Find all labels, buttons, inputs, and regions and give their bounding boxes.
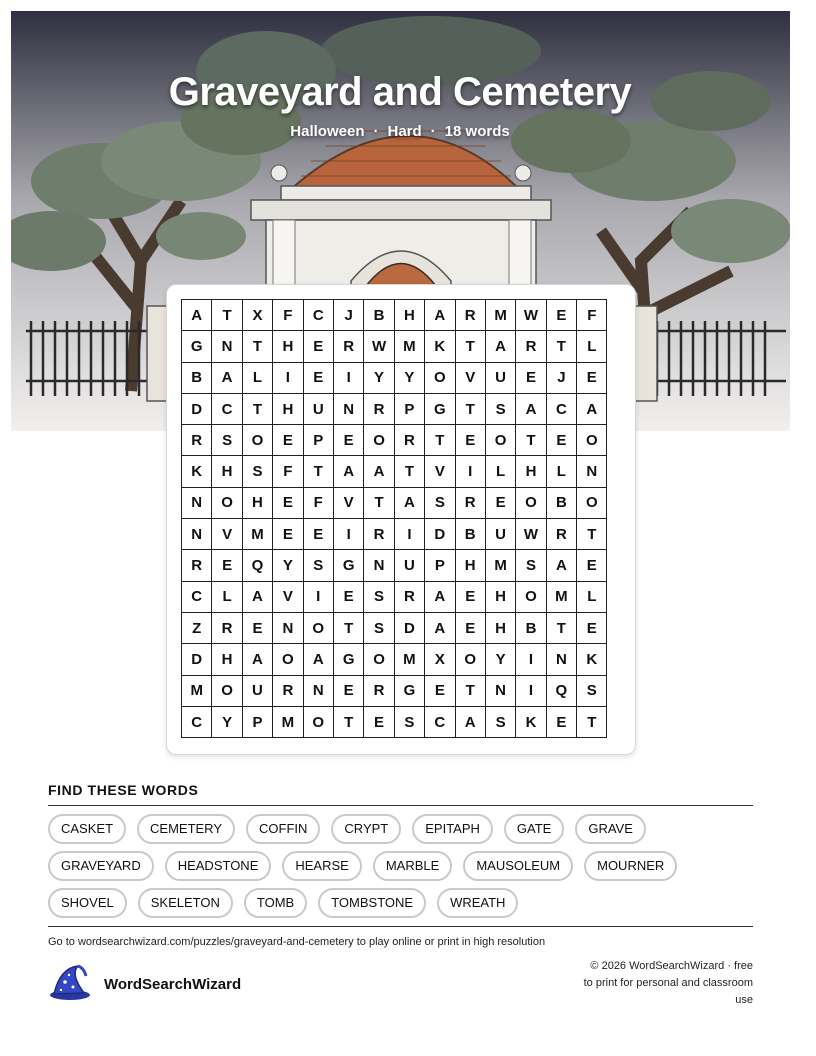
page-title: Graveyard and Cemetery bbox=[168, 70, 632, 114]
grid-cell[interactable]: F bbox=[304, 488, 334, 519]
grid-cell[interactable]: N bbox=[212, 331, 242, 362]
grid-cell[interactable]: T bbox=[334, 613, 364, 644]
grid-cell[interactable]: Q bbox=[243, 550, 273, 581]
word-pill: MARBLE bbox=[373, 851, 452, 881]
word-pill: TOMBSTONE bbox=[318, 888, 426, 918]
grid-cell[interactable]: O bbox=[304, 613, 334, 644]
grid-cell[interactable]: O bbox=[486, 425, 516, 456]
word-pill: CRYPT bbox=[331, 814, 401, 844]
word-pill: TOMB bbox=[244, 888, 307, 918]
grid-cell[interactable]: P bbox=[425, 550, 455, 581]
grid-cell[interactable]: M bbox=[395, 644, 425, 675]
difficulty-label: Hard bbox=[387, 123, 422, 140]
word-list-heading: FIND THESE WORDS bbox=[48, 782, 199, 798]
grid-cell[interactable]: B bbox=[182, 363, 212, 394]
grid-cell[interactable]: C bbox=[425, 707, 455, 738]
grid-cell[interactable]: T bbox=[456, 331, 486, 362]
grid-cell[interactable]: R bbox=[456, 488, 486, 519]
copyright-note: © 2026 WordSearchWizard · free to print for personal and classroom use bbox=[583, 960, 753, 1006]
grid-cell[interactable]: Y bbox=[486, 644, 516, 675]
grid-cell[interactable]: N bbox=[182, 519, 212, 550]
grid-cell[interactable]: A bbox=[425, 300, 455, 331]
grid-cell[interactable]: T bbox=[516, 425, 546, 456]
grid-cell[interactable]: P bbox=[243, 707, 273, 738]
word-pill: GRAVE bbox=[575, 814, 646, 844]
grid-cell[interactable]: C bbox=[212, 394, 242, 425]
grid-cell[interactable]: N bbox=[547, 644, 577, 675]
grid-cell[interactable]: T bbox=[395, 456, 425, 487]
word-pill: CEMETERY bbox=[137, 814, 235, 844]
grid-cell[interactable]: R bbox=[364, 676, 394, 707]
grid-cell[interactable]: E bbox=[212, 550, 242, 581]
grid-cell[interactable]: V bbox=[273, 582, 303, 613]
grid-cell[interactable]: M bbox=[182, 676, 212, 707]
grid-cell[interactable]: A bbox=[243, 644, 273, 675]
grid-cell[interactable]: K bbox=[577, 644, 607, 675]
grid-cell[interactable]: O bbox=[577, 488, 607, 519]
grid-cell[interactable]: E bbox=[486, 488, 516, 519]
grid-cell[interactable]: J bbox=[547, 363, 577, 394]
grid-cell[interactable]: I bbox=[395, 519, 425, 550]
grid-cell[interactable]: E bbox=[364, 707, 394, 738]
grid-cell[interactable]: V bbox=[425, 456, 455, 487]
grid-cell[interactable]: L bbox=[577, 582, 607, 613]
grid-cell[interactable]: E bbox=[334, 425, 364, 456]
grid-cell[interactable]: O bbox=[577, 425, 607, 456]
grid-cell[interactable]: B bbox=[364, 300, 394, 331]
grid-cell[interactable]: L bbox=[212, 582, 242, 613]
grid-cell[interactable]: R bbox=[547, 519, 577, 550]
grid-cell[interactable]: H bbox=[516, 456, 546, 487]
grid-cell[interactable]: P bbox=[395, 394, 425, 425]
grid-cell[interactable]: F bbox=[577, 300, 607, 331]
grid-cell[interactable]: G bbox=[395, 676, 425, 707]
grid-cell[interactable]: A bbox=[243, 582, 273, 613]
grid-cell[interactable]: G bbox=[334, 550, 364, 581]
grid-cell[interactable]: I bbox=[516, 644, 546, 675]
grid-cell[interactable]: O bbox=[304, 707, 334, 738]
grid-cell[interactable]: E bbox=[334, 582, 364, 613]
grid-cell[interactable]: S bbox=[425, 488, 455, 519]
grid-cell[interactable]: H bbox=[212, 644, 242, 675]
word-pill: HEADSTONE bbox=[165, 851, 272, 881]
grid-cell[interactable]: E bbox=[577, 363, 607, 394]
grid-cell[interactable]: R bbox=[212, 613, 242, 644]
grid-cell[interactable]: S bbox=[577, 676, 607, 707]
grid-cell[interactable]: A bbox=[425, 613, 455, 644]
grid-cell[interactable]: S bbox=[516, 550, 546, 581]
grid-cell[interactable]: L bbox=[243, 363, 273, 394]
grid-cell[interactable]: L bbox=[577, 331, 607, 362]
grid-cell[interactable]: L bbox=[486, 456, 516, 487]
grid-cell[interactable]: O bbox=[516, 582, 546, 613]
grid-cell[interactable]: E bbox=[577, 550, 607, 581]
grid-cell[interactable]: E bbox=[425, 676, 455, 707]
grid-cell[interactable]: A bbox=[547, 550, 577, 581]
grid-cell[interactable]: M bbox=[486, 550, 516, 581]
grid-cell[interactable]: R bbox=[334, 331, 364, 362]
grid-cell[interactable]: U bbox=[486, 519, 516, 550]
grid-cell[interactable]: H bbox=[212, 456, 242, 487]
grid-cell[interactable]: A bbox=[486, 331, 516, 362]
grid-cell[interactable]: X bbox=[243, 300, 273, 331]
grid-cell[interactable]: R bbox=[182, 550, 212, 581]
grid-cell[interactable]: A bbox=[577, 394, 607, 425]
grid-cell[interactable]: C bbox=[182, 707, 212, 738]
grid-cell[interactable]: A bbox=[364, 456, 394, 487]
grid-cell[interactable]: T bbox=[212, 300, 242, 331]
grid-cell[interactable]: O bbox=[516, 488, 546, 519]
grid-cell[interactable]: U bbox=[243, 676, 273, 707]
grid-cell[interactable]: D bbox=[425, 519, 455, 550]
grid-cell[interactable]: M bbox=[486, 300, 516, 331]
grid-cell[interactable]: O bbox=[364, 425, 394, 456]
grid-cell[interactable]: A bbox=[334, 456, 364, 487]
grid-cell[interactable]: C bbox=[182, 582, 212, 613]
grid-cell[interactable]: H bbox=[273, 331, 303, 362]
grid-cell[interactable]: H bbox=[456, 550, 486, 581]
grid-cell[interactable]: W bbox=[364, 331, 394, 362]
grid-cell[interactable]: Q bbox=[547, 676, 577, 707]
grid-cell[interactable]: T bbox=[456, 394, 486, 425]
grid-cell[interactable]: E bbox=[334, 676, 364, 707]
grid-cell[interactable]: T bbox=[577, 519, 607, 550]
word-pill: WREATH bbox=[437, 888, 518, 918]
grid-cell[interactable]: E bbox=[456, 425, 486, 456]
word-pill: HEARSE bbox=[282, 851, 361, 881]
word-pill: SHOVEL bbox=[48, 888, 127, 918]
grid-cell[interactable]: Y bbox=[212, 707, 242, 738]
grid-cell[interactable]: E bbox=[243, 613, 273, 644]
grid-cell[interactable]: E bbox=[273, 488, 303, 519]
grid-cell[interactable]: E bbox=[304, 519, 334, 550]
grid-cell[interactable]: O bbox=[243, 425, 273, 456]
grid-cell[interactable]: E bbox=[456, 613, 486, 644]
grid-cell[interactable]: A bbox=[182, 300, 212, 331]
grid-cell[interactable]: R bbox=[273, 676, 303, 707]
puzzle-meta bbox=[0, 123, 800, 140]
grid-cell[interactable]: X bbox=[425, 644, 455, 675]
grid-cell[interactable]: S bbox=[243, 456, 273, 487]
word-pill: SKELETON bbox=[138, 888, 233, 918]
word-pill: GATE bbox=[504, 814, 564, 844]
grid-cell[interactable]: H bbox=[486, 613, 516, 644]
grid-cell[interactable]: E bbox=[547, 425, 577, 456]
grid-cell[interactable]: N bbox=[364, 550, 394, 581]
grid-cell[interactable]: A bbox=[516, 394, 546, 425]
grid-cell[interactable]: K bbox=[182, 456, 212, 487]
grid-cell[interactable]: S bbox=[486, 394, 516, 425]
grid-cell[interactable]: R bbox=[516, 331, 546, 362]
grid-cell[interactable]: E bbox=[273, 425, 303, 456]
grid-cell[interactable]: S bbox=[364, 613, 394, 644]
grid-cell[interactable]: B bbox=[547, 488, 577, 519]
word-pill: COFFIN bbox=[246, 814, 320, 844]
grid-cell[interactable]: M bbox=[395, 331, 425, 362]
grid-cell[interactable]: R bbox=[395, 582, 425, 613]
grid-cell[interactable]: O bbox=[456, 644, 486, 675]
grid-cell[interactable]: S bbox=[486, 707, 516, 738]
grid-cell[interactable]: I bbox=[273, 363, 303, 394]
separator-dot: · bbox=[430, 123, 436, 140]
grid-cell[interactable]: C bbox=[547, 394, 577, 425]
grid-cell[interactable]: F bbox=[273, 300, 303, 331]
grid-cell[interactable]: R bbox=[182, 425, 212, 456]
grid-cell[interactable]: N bbox=[273, 613, 303, 644]
grid-cell[interactable]: W bbox=[516, 300, 546, 331]
grid-cell[interactable]: V bbox=[456, 363, 486, 394]
grid-cell[interactable]: K bbox=[425, 331, 455, 362]
footer-url-note: Go to wordsearchwizard.com/puzzles/graveyard-and-cemetery to play online or print in high resolution bbox=[48, 936, 546, 948]
grid-cell[interactable]: D bbox=[182, 644, 212, 675]
grid-cell[interactable]: D bbox=[395, 613, 425, 644]
wizard-hat-icon bbox=[48, 962, 92, 1007]
word-pill: GRAVEYARD bbox=[48, 851, 154, 881]
grid-cell[interactable]: J bbox=[334, 300, 364, 331]
grid-cell[interactable]: S bbox=[304, 550, 334, 581]
grid-cell[interactable]: T bbox=[334, 707, 364, 738]
grid-cell[interactable]: V bbox=[212, 519, 242, 550]
grid-cell[interactable]: Y bbox=[395, 363, 425, 394]
grid-cell[interactable]: B bbox=[516, 613, 546, 644]
grid-cell[interactable]: D bbox=[182, 394, 212, 425]
grid-cell[interactable]: E bbox=[304, 363, 334, 394]
grid-cell[interactable]: Z bbox=[182, 613, 212, 644]
grid-cell[interactable]: T bbox=[547, 331, 577, 362]
grid-cell[interactable]: E bbox=[547, 707, 577, 738]
grid-cell[interactable]: N bbox=[334, 394, 364, 425]
grid-cell[interactable]: M bbox=[273, 707, 303, 738]
grid-cell[interactable]: N bbox=[182, 488, 212, 519]
grid-cell[interactable]: N bbox=[486, 676, 516, 707]
grid-cell[interactable]: E bbox=[516, 363, 546, 394]
grid-cell[interactable]: G bbox=[334, 644, 364, 675]
grid-cell[interactable]: S bbox=[364, 582, 394, 613]
grid-cell[interactable]: O bbox=[425, 363, 455, 394]
grid-cell[interactable]: M bbox=[243, 519, 273, 550]
grid-cell[interactable]: R bbox=[364, 394, 394, 425]
grid-cell[interactable]: U bbox=[395, 550, 425, 581]
word-list bbox=[48, 814, 758, 918]
grid-cell[interactable]: E bbox=[456, 582, 486, 613]
word-pill: EPITAPH bbox=[412, 814, 493, 844]
grid-cell[interactable]: T bbox=[577, 707, 607, 738]
grid-cell[interactable]: T bbox=[304, 456, 334, 487]
grid-cell[interactable]: N bbox=[304, 676, 334, 707]
grid-cell[interactable]: H bbox=[395, 300, 425, 331]
brand bbox=[48, 962, 241, 1007]
grid-cell[interactable]: Y bbox=[273, 550, 303, 581]
grid-cell[interactable]: T bbox=[456, 676, 486, 707]
grid-cell[interactable]: K bbox=[516, 707, 546, 738]
grid-cell[interactable]: E bbox=[577, 613, 607, 644]
word-pill: MOURNER bbox=[584, 851, 677, 881]
grid-cell[interactable]: T bbox=[243, 394, 273, 425]
grid-cell[interactable]: H bbox=[273, 394, 303, 425]
grid-cell[interactable]: O bbox=[364, 644, 394, 675]
grid-cell[interactable]: V bbox=[334, 488, 364, 519]
grid-cell[interactable]: F bbox=[273, 456, 303, 487]
grid-cell[interactable]: S bbox=[395, 707, 425, 738]
category-label: Halloween bbox=[290, 123, 365, 140]
grid-cell[interactable]: U bbox=[486, 363, 516, 394]
grid-cell[interactable]: G bbox=[425, 394, 455, 425]
grid-cell[interactable]: L bbox=[547, 456, 577, 487]
grid-cell[interactable]: B bbox=[456, 519, 486, 550]
grid-cell[interactable]: A bbox=[456, 707, 486, 738]
divider bbox=[48, 805, 753, 806]
grid-cell[interactable]: H bbox=[243, 488, 273, 519]
grid-cell[interactable]: O bbox=[212, 676, 242, 707]
grid-cell[interactable]: I bbox=[304, 582, 334, 613]
grid-cell[interactable]: E bbox=[273, 519, 303, 550]
grid-cell[interactable]: C bbox=[304, 300, 334, 331]
grid-cell[interactable]: O bbox=[273, 644, 303, 675]
grid-cell[interactable]: R bbox=[456, 300, 486, 331]
puzzle-grid-card bbox=[166, 284, 636, 755]
grid-cell[interactable]: A bbox=[212, 363, 242, 394]
grid-cell[interactable]: E bbox=[304, 331, 334, 362]
grid-cell[interactable]: P bbox=[304, 425, 334, 456]
grid-cell[interactable]: T bbox=[547, 613, 577, 644]
grid-cell[interactable]: I bbox=[334, 363, 364, 394]
grid-cell[interactable]: R bbox=[364, 519, 394, 550]
word-pill: CASKET bbox=[48, 814, 126, 844]
grid-cell[interactable]: N bbox=[577, 456, 607, 487]
title-block bbox=[0, 70, 800, 140]
word-count-label: 18 words bbox=[444, 123, 510, 140]
grid-cell[interactable]: T bbox=[425, 425, 455, 456]
brand-name: WordSearchWizard bbox=[104, 976, 242, 993]
word-pill: MAUSOLEUM bbox=[463, 851, 573, 881]
grid-cell[interactable]: M bbox=[547, 582, 577, 613]
grid-cell[interactable]: T bbox=[243, 331, 273, 362]
grid-cell[interactable]: G bbox=[182, 331, 212, 362]
grid-cell[interactable]: O bbox=[212, 488, 242, 519]
divider bbox=[48, 926, 753, 927]
separator-dot: · bbox=[373, 123, 379, 140]
grid-cell[interactable]: I bbox=[516, 676, 546, 707]
grid-cell[interactable]: A bbox=[395, 488, 425, 519]
grid-cell[interactable]: T bbox=[364, 488, 394, 519]
grid-cell[interactable]: A bbox=[425, 582, 455, 613]
grid-cell[interactable]: H bbox=[486, 582, 516, 613]
grid-cell[interactable]: Y bbox=[364, 363, 394, 394]
grid-cell[interactable]: A bbox=[304, 644, 334, 675]
grid-cell[interactable]: R bbox=[395, 425, 425, 456]
grid-cell[interactable]: I bbox=[334, 519, 364, 550]
letter-grid[interactable] bbox=[181, 299, 607, 738]
grid-cell[interactable]: S bbox=[212, 425, 242, 456]
grid-cell[interactable]: W bbox=[516, 519, 546, 550]
grid-cell[interactable]: U bbox=[304, 394, 334, 425]
grid-cell[interactable]: E bbox=[547, 300, 577, 331]
grid-cell[interactable]: I bbox=[456, 456, 486, 487]
